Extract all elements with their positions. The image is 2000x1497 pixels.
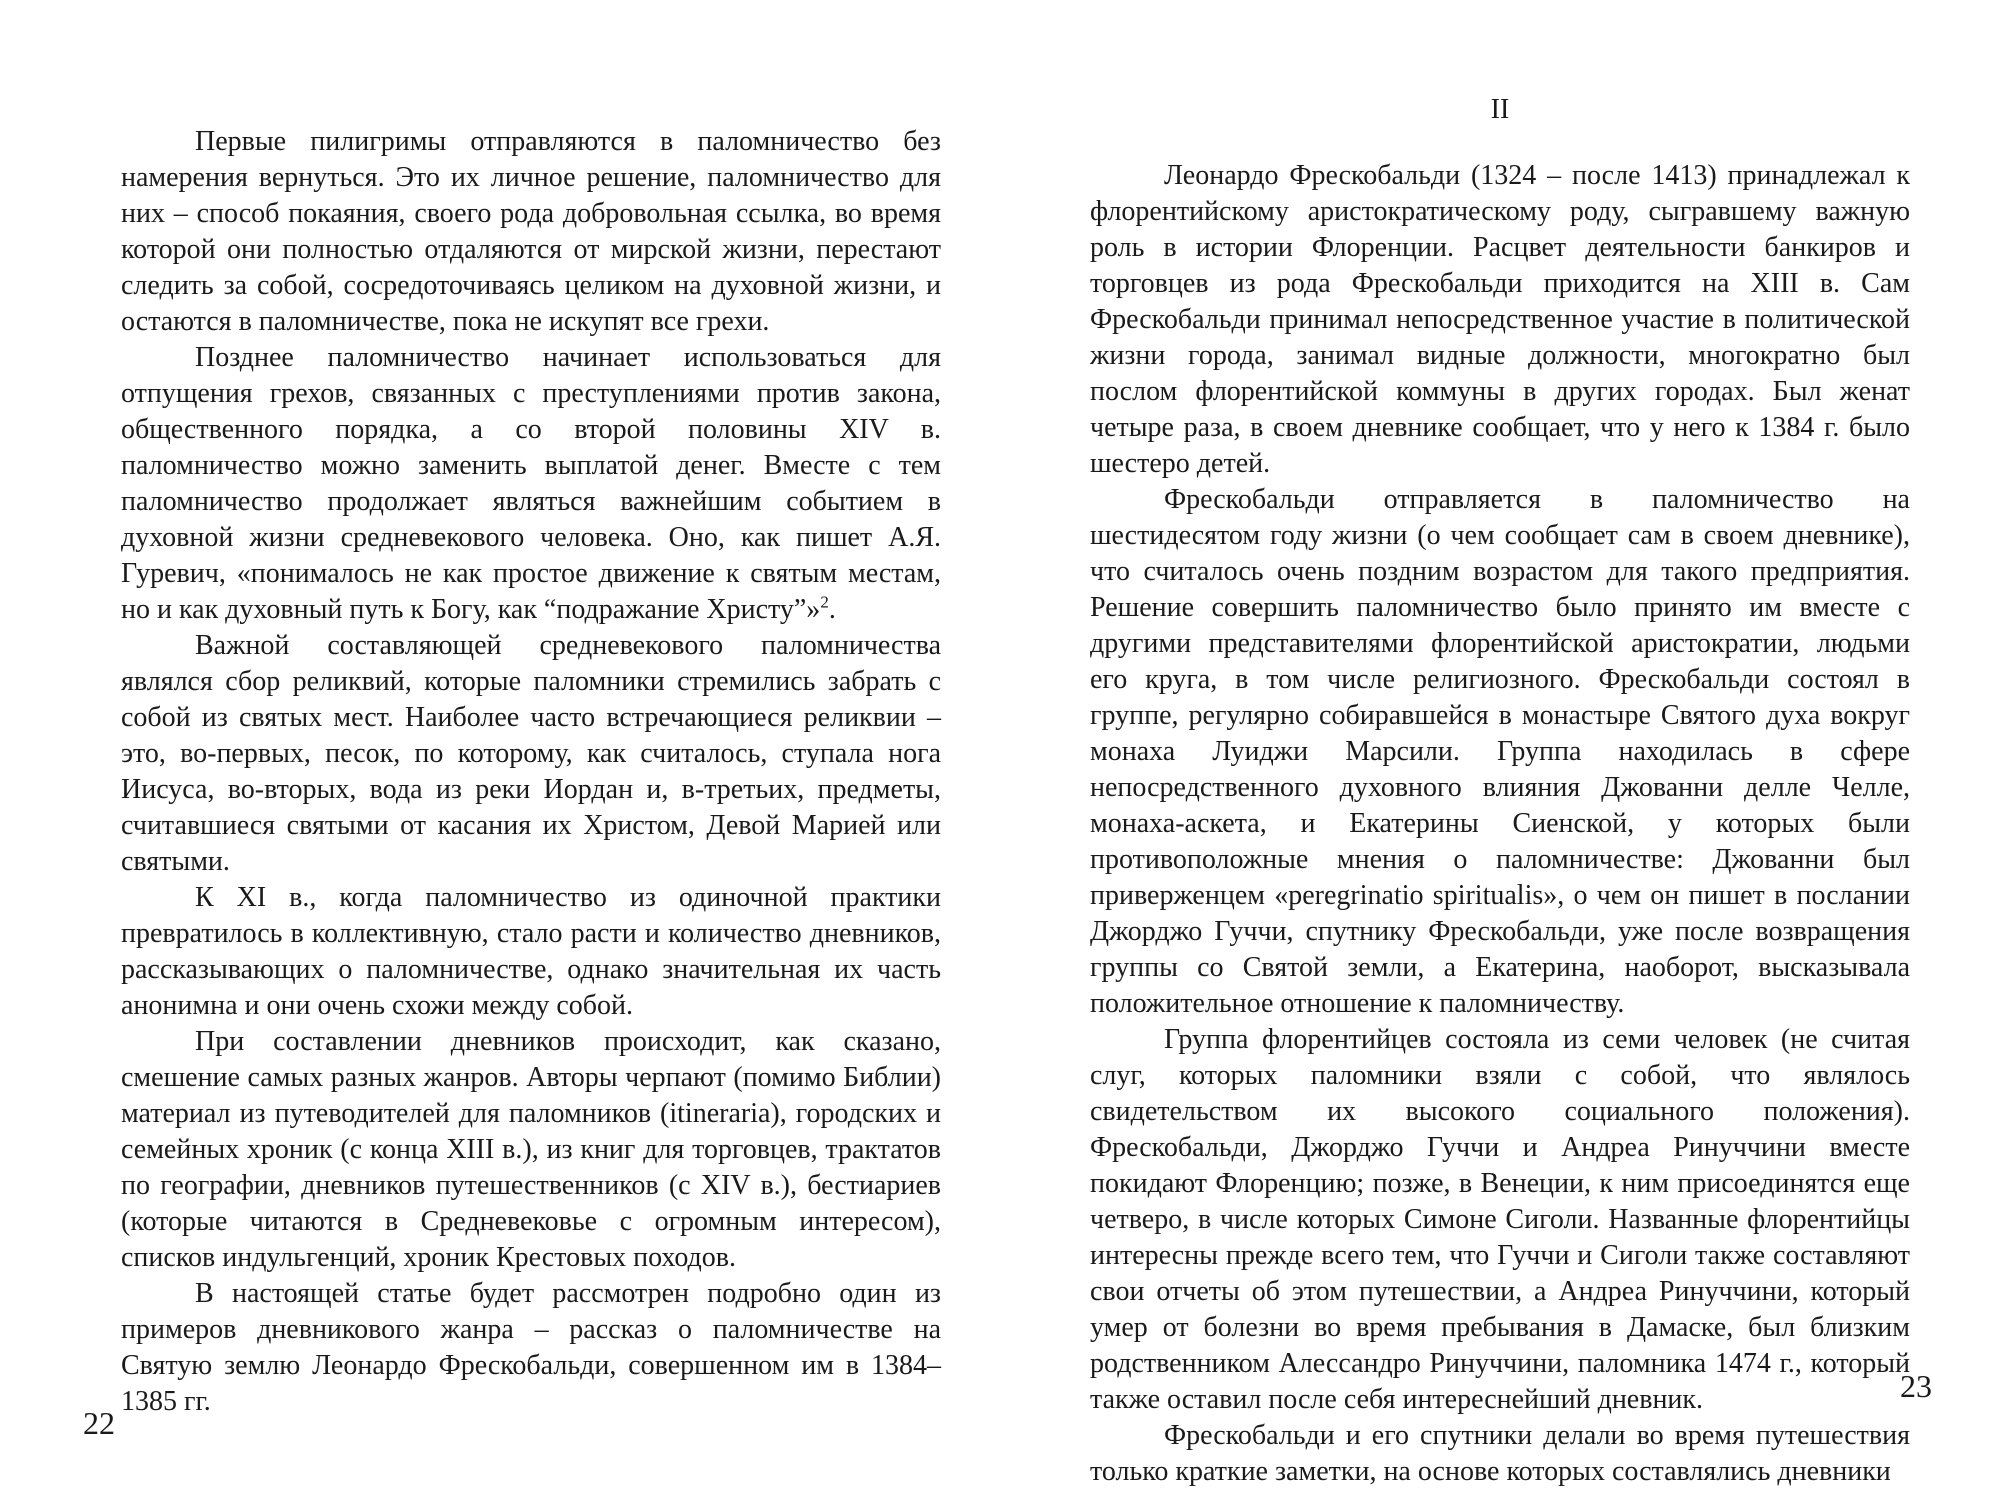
left-paragraph-2 xyxy=(121,340,941,628)
right-paragraph-1: Леонардо Фрескобальди (1324 – после 1413) принадлежал к флорентийскому аристократическому роду, сыгравшему важную роль в истории Флоренции. Расцвет деятельности банкиров и торговцев из рода Фрескобальди приходится на XIII в. Сам Фрескобальди принимал непосредственное участие в политической жизни города, занимал видные должности, многократно был послом флорентийской коммуны в других городах. Был женат четыре раза, в своем дневнике сообщает, что у него к 1384 г. было шестеро детей. xyxy=(1090,160,1910,479)
right-paragraph-2: Фрескобальди отправляется в паломничество на шестидесятом году жизни (о чем сообщает сам в своем дневнике), что считалось очень поздним возрастом для такого предприятия. Решение совершить паломничество было принято им вместе с другими представителями флорентийской аристократии, людьми его круга, в том числе религиозного. Фрескобальди состоял в группе, регулярно собиравшейся в монастыре Святого духа вокруг монаха Луиджи Марсили. Группа находилась в сфере непосредственного духовного влияния Джованни делле Челле, монаха-аскета, и Екатерины Сиенской, у которых были противоположные мнения о паломничестве: Джованни был приверженцем «peregrinatio spiritualis», о чем он пишет в послании Джорджо Гуччи, спутнику Фрескобальди, уже после возвращения группы со Святой земли, а Екатерина, наоборот, высказывала положительное отношение к паломничеству. xyxy=(1090,484,1910,1019)
left-paragraph-4: К XI в., когда паломничество из одиночной практики превратилось в коллективную, стало расти и количество дневников, рассказывающих о паломничестве, однако значительная их часть анонимна и они очень схожи между собой. xyxy=(121,882,941,1021)
page-number-right: 23 xyxy=(1900,1368,1932,1404)
right-page xyxy=(1000,0,2000,1497)
section-heading: II xyxy=(1490,94,1510,125)
right-page-text xyxy=(1090,158,1910,1490)
right-paragraph-3: Группа флорентийцев состояла из семи человек (не считая слуг, которых паломники взяли с собой, что являлось свидетельством их высокого социального положения). Фрескобальди, Джорджо Гуччи и Андреа Ринуччини вместе покидают Флоренцию; позже, в Венеции, к ним присоединятся еще четверо, в числе которых Симоне Сиголи. Названные флорентийцы интересны прежде всего тем, что Гуччи и Сиголи также составляют свои отчеты об этом путешествии, а Андреа Ринуччини, который умер от болезни во время пребывания в Дамаске, был близким родственником Алессандро Ринуччини, паломника 1474 г., который также оставил после себя интереснейший дневник. xyxy=(1090,1024,1910,1415)
left-paragraph-2-end: . xyxy=(828,594,836,625)
left-paragraph-2-text: Позднее паломничество начинает использоваться для отпущения грехов, связанных с преступлениями против закона, общественного порядка, а со второй половины XIV в. паломничество можно заменить выплатой денег. Вместе с тем паломничество продолжает являться важнейшим событием в духовной жизни средневекового человека. Оно, как пишет А.Я. Гуревич, «понималось не как простое движение к святым местам, но и как духовный путь к Богу, как “подражание Христу”» xyxy=(121,342,941,625)
left-page-text xyxy=(121,124,941,1420)
right-paragraph-4: Фрескобальди и его спутники делали во время путешествия только краткие заметки, на основе которых составлялись дневники xyxy=(1090,1420,1910,1487)
page-number-left: 22 xyxy=(83,1405,115,1441)
footnote-marker: 2 xyxy=(820,592,829,612)
left-paragraph-3: Важной составляющей средневекового паломничества являлся сбор реликвий, которые паломники стремились забрать с собой из святых мест. Наиболее часто встречающиеся реликвии – это, во-первых, песок, по которому, как считалось, ступала нога Иисуса, во-вторых, вода из реки Иордан и, в-третьих, предметы, считавшиеся святыми от касания их Христом, Девой Марией или святыми. xyxy=(121,630,941,877)
left-paragraph-1: Первые пилигримы отправляются в паломничество без намерения вернуться. Это их личное решение, паломничество для них – способ покаяния, своего рода добровольная ссылка, во время которой они полностью отдаляются от мирской жизни, перестают следить за собой, сосредоточиваясь целиком на духовной жизни, и остаются в паломничестве, пока не искупят все грехи. xyxy=(121,126,941,337)
left-paragraph-5: При составлении дневников происходит, как сказано, смешение самых разных жанров. Авторы черпают (помимо Библии) материал из путеводителей для паломников (itineraria), городских и семейных хроник (с конца XIII в.), из книг для торговцев, трактатов по географии, дневников путешественников (с XIV в.), бестиариев (которые читаются в Средневековье с огромным интересом), списков индульгенций, хроник Крестовых походов. xyxy=(121,1026,941,1273)
left-paragraph-6: В настоящей статье будет рассмотрен подробно один из примеров дневникового жанра – рассказ о паломничестве на Святую землю Леонардо Фрескобальди, совершенном им в 1384–1385 гг. xyxy=(121,1278,941,1417)
